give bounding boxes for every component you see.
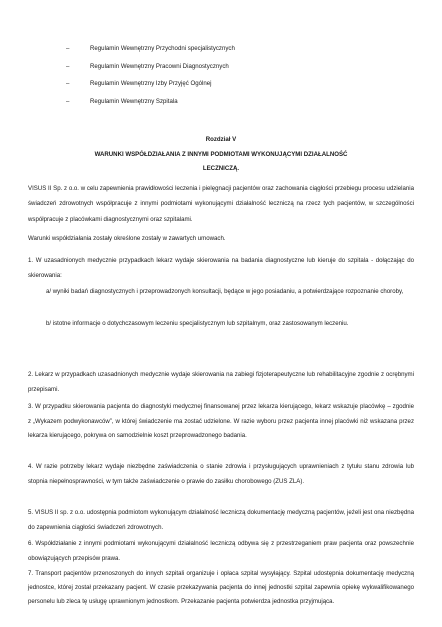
bullet-dash: – (66, 45, 70, 52)
item-1a: a/ wyniki badań diagnostycznych i przeprowadzonych konsultacji, będące w jego posiadaniu, a potwierdzające rozpoznanie choroby, (46, 288, 404, 295)
item-1: 1. W uzasadnionych medycznie przypadkach lekarz wydaje skierowania na badania diagnostyczne lub kieruje do szpitala - dołączając do skierowania: (28, 257, 414, 279)
chapter-title-line-2: LECZNICZĄ. (202, 165, 240, 172)
item-2: 2. Lekarz w przypadkach uzasadnionych medycznie wydaje skierowania na zabiegi fizjoterapeutyczne lub rehabilitacyjne zgodnie z ocrębnymi przepisami. (28, 371, 414, 393)
conditions-intro: Warunki współdziałania zostały określone zostały w zawartych umowach. (28, 235, 226, 242)
bullet-dash: – (66, 80, 70, 87)
list-item (66, 80, 235, 98)
chapter-title-line-1: WARUNKI WSPÓŁDZIAŁANIA Z INNYMI PODMIOTAMI WYKONUJĄCYMI DZIAŁALNOŚĆ (94, 151, 348, 158)
item-7: 7. Transport pacjentów przenoszonych do innych szpitali organizuje i opłaca szpital wysyłający. Szpital udostępnia dokumentację medyczną jednostce, której został przekazany pacjent. W czasie przekazywania pacjenta do innej jednostki szpital zapewnia opiekę wykwalifikowanego personelu lub zleca tę usługę uprawnionym jednostkom. Przekazanie pacjenta potwierdza jednostka przyjmująca. (28, 570, 414, 606)
item-6: 6. Współdziałanie z innymi podmiotami wykonującymi działalność leczniczą odbywa się z przestrzeganiem praw pacjenta oraz powszechnie obowiązujących przepisów prawa. (28, 540, 414, 562)
list-item-text: Regulamin Wewnętrzny Izby Przyjęć Ogólnej (90, 80, 212, 87)
list-item (66, 45, 235, 63)
item-4: 4. W razie potrzeby lekarz wydaje niezbędne zaświadczenia o stanie zdrowia i przysługujących uprawnieniach z tytułu stanu zdrowia lub stopnia niepełnosprawności, w tym także zaświadczenie o prawie do zasiłku chorobowego (ZUS ZLA). (28, 463, 414, 485)
item-3: 3. W przypadku skierowania pacjenta do diagnostyki medycznej finansowanej przez lekarza kierującego, lekarz wskazuje placówkę – zgodnie z „Wykazem podwykonawców”, w której świadczenie ma zostać udzielone. W razie wyboru przez pacjenta innej placówki niż wskazana przez lekarza kierującego, pokrywa on samodzielnie koszt przeprowadzonego badania. (28, 403, 414, 440)
item-5: 5. VISUS II sp. z o.o. udostępnia podmiotom wykonującym działalność leczniczą dokumentację medyczną pacjentów, jeżeli jest ona niezbędna do zapewnienia ciągłości świadczeń zdrowotnych. (28, 509, 414, 531)
bullet-dash: – (66, 62, 70, 70)
intro-paragraph: VISUS II Sp. z o.o. w celu zapewnienia prawidłowości leczenia i pielęgnacji pacjentów oraz zachowania ciągłości przebiegu procesu udzielania świadczeń zdrowotnych współpracuje z innymi podmiotami wykonującymi działalność leczniczą na rzecz tych pacjentów, w szczególności współpracuje z placówkami diagnostycznymi oraz szpitalami. (28, 185, 414, 223)
regulations-list (66, 45, 235, 115)
list-item-text: Regulamin Wewnętrzny Szpitala (90, 97, 178, 105)
list-item (66, 63, 235, 81)
item-1b: b/ istotne informacje o dotychczasowym leczeniu specjalistycznym lub szpitalnym, oraz zastosowanym leczeniu. (46, 320, 349, 327)
chapter-heading: Rozdział V (205, 136, 237, 143)
list-item-text: Regulamin Wewnętrzny Pracowni Diagnostycznych (90, 62, 229, 70)
list-item (66, 98, 235, 116)
bullet-dash: – (66, 97, 70, 105)
list-item-text: Regulamin Wewnętrzny Przychodni specjalistycznych (90, 45, 235, 52)
